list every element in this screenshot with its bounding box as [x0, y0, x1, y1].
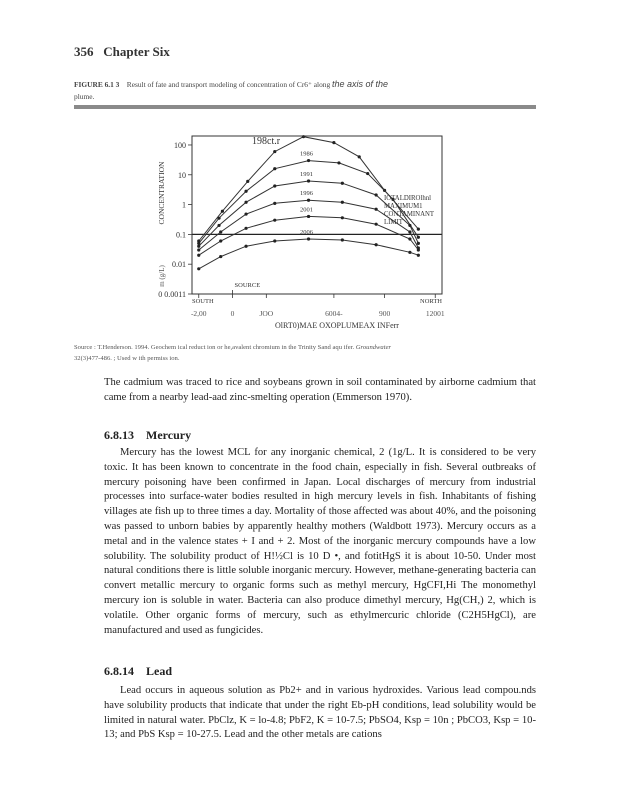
data-point — [358, 155, 361, 158]
data-point — [273, 184, 276, 187]
data-point — [341, 201, 344, 204]
data-point — [197, 267, 200, 270]
data-point — [244, 201, 247, 204]
section-heading-mercury — [104, 428, 191, 443]
series-label-1996: 1996 — [300, 190, 314, 198]
y-tick-label: 0 0.0011 — [158, 290, 186, 299]
data-point — [244, 227, 247, 230]
series-label-1986: 1986 — [300, 150, 314, 158]
data-point — [244, 212, 247, 215]
north-label: NORTH — [420, 298, 442, 305]
data-point — [307, 237, 310, 240]
data-point — [375, 223, 378, 226]
data-point — [417, 248, 420, 251]
y-axis-label: CONCENTRATION — [157, 161, 166, 225]
series-label-1991: 1991 — [300, 170, 314, 178]
series-label-2001: 2001 — [300, 206, 314, 214]
paragraph-lead: Lead occurs in aqueous solution as Pb2+ and in various hydroxides. Various lead compou.nds have solubility products that indicate that under the right Eb-pH conditions, lead solubility would be limited in natural water. PbClz, K = lo-4.8; PbF2, K = 10-7.5; PbSO4, Ksp = 10n ; PbCO3, Ksp = 10-13; and PbS Ksp = 10-27.5. Lead and the other metals are cations — [104, 685, 536, 741]
data-point — [307, 159, 310, 162]
section-number: 6.8.14 — [104, 664, 134, 678]
data-point — [417, 254, 420, 257]
section-title: Lead — [146, 664, 173, 678]
series-line-2006 — [199, 239, 419, 269]
data-point — [217, 217, 220, 220]
data-point — [273, 150, 276, 153]
data-point — [408, 230, 411, 233]
y-tick-label: 0.01 — [172, 260, 186, 270]
data-point — [273, 219, 276, 222]
y-tick-label: 1 — [182, 200, 186, 210]
data-point — [307, 179, 310, 182]
data-point — [341, 182, 344, 185]
data-point — [417, 236, 420, 239]
mcl-annotation-line: IOTALDIROlhnl — [384, 195, 432, 202]
top-year-label: 198ct.r — [252, 136, 281, 147]
paragraph-cadmium: The cadmium was traced to rice and soybeans grown in soil contaminated by airborne cadmium that came from a nearby lead-aad zinc-smelting operation (Emmerson 1970). — [104, 377, 536, 403]
chapter-title: Chapter Six — [103, 44, 170, 59]
x-tick-label: 6004- — [325, 309, 343, 318]
data-point — [244, 190, 247, 193]
data-point — [197, 254, 200, 257]
data-point — [408, 237, 411, 240]
mcl-annotation-line: MAXIMUM1 — [384, 203, 423, 210]
mcl-annotation-line: CONTAMINANT — [384, 211, 435, 218]
data-point — [366, 172, 369, 175]
caption-end: plume. — [74, 92, 95, 101]
section-title: Mercury — [146, 428, 192, 442]
data-point — [219, 255, 222, 258]
data-point — [417, 228, 420, 231]
data-point — [375, 208, 378, 211]
x-tick-label: 900 — [378, 309, 391, 318]
running-head — [74, 44, 170, 60]
y-tick-label: 0.1 — [176, 230, 186, 240]
data-point — [332, 141, 335, 144]
section-heading-lead — [104, 664, 172, 679]
series-label-2006: 2006 — [300, 229, 314, 237]
figure-source — [74, 342, 544, 364]
figure-chart — [154, 128, 464, 343]
paragraph-mercury: Mercury has the lowest MCL for any inorganic chemical, 2 (1g/L. It is considered to be very toxic. It has been known to concentrate in the food chain, especially in fish. Several outbreaks of mercury poisoning have been confirmed in Japan. Local discharges of mercury from industrial processes into surface-water bodies resulted in high mercury levels in fish. Inhabitants of fishing villages ate fish up to three times a day. Mortality of those affected was about 40%, and the poisoning was passed to unborn babies by apparently healthy mothers (Waldbott 1973). Mercury occurs as a metal and in the valence states + I and + 2. Most of the inorganic mercury compounds have a low solubility. The solubility product of H!½Cl is 10 D •, and fotitHgS it is about 10-50. Under most natural conditions there is little soluble inorganic mercury. However, methane-generating bacteria can convert metallic mercury to organic forms such as methyl mercury, HgCFI,Hi The monomethyl mercury ion is soluble in water. Bacteria can also produce dimethyl mercury, Hg(CH,) 2, which is volatile. Other organic forms of mercury, such as ethylmercuric chloride (C2H5HgCl), are manufactured and used as fungicides. — [104, 447, 536, 636]
data-point — [273, 167, 276, 170]
y-axis-label-units: m (g/L) — [158, 265, 166, 287]
data-point — [375, 193, 378, 196]
figure-label: FIGURE 6.1 3 — [74, 80, 120, 89]
data-point — [341, 238, 344, 241]
data-point — [221, 210, 224, 213]
caption-italic: the axis of the — [332, 79, 389, 89]
data-point — [408, 224, 411, 227]
x-tick-label: JOO — [259, 309, 274, 318]
caption-main: Result of fate and transport modeling of concentration of Cr6⁺ along — [126, 80, 331, 89]
data-point — [219, 230, 222, 233]
data-point — [417, 242, 420, 245]
data-point — [408, 251, 411, 254]
data-point — [244, 245, 247, 248]
y-tick-label: 100 — [174, 140, 186, 150]
label-layer — [157, 136, 445, 330]
x-axis-label: OlRT0)MAE OXOPLUMEAX INFerr — [275, 321, 399, 330]
chart-svg — [154, 128, 464, 343]
data-point — [197, 245, 200, 248]
data-point — [307, 199, 310, 202]
data-point — [217, 224, 220, 227]
figure-caption — [74, 78, 544, 103]
x-tick-label: -2,00 — [190, 309, 207, 318]
y-tick-label: 10 — [178, 170, 186, 180]
data-point — [219, 239, 222, 242]
data-point — [273, 239, 276, 242]
data-point — [375, 243, 378, 246]
section-number: 6.8.13 — [104, 428, 134, 442]
source-journal: Groundwater — [355, 344, 392, 351]
source-line-2: 32(3)477-486. ; Used w ith permiss ion. — [74, 355, 180, 362]
data-point — [341, 216, 344, 219]
data-point — [197, 248, 200, 251]
data-point — [337, 161, 340, 164]
source-text: Source : T.Henderson. 1994. Geochem ical reduct ion or he,avalent chromium in the Trinity Sand aqu ifer. — [74, 344, 355, 351]
south-label: SOUTH — [192, 298, 214, 305]
x-tick-label: 12001 — [425, 309, 445, 318]
data-point — [307, 215, 310, 218]
x-tick-label: 0 — [230, 309, 235, 318]
data-point — [273, 202, 276, 205]
source-label: SOURCE — [234, 282, 261, 289]
data-point — [246, 180, 249, 183]
caption-rule — [74, 105, 536, 109]
mcl-annotation-line: LIMIT — [384, 219, 403, 226]
page-number: 356 — [74, 44, 94, 59]
